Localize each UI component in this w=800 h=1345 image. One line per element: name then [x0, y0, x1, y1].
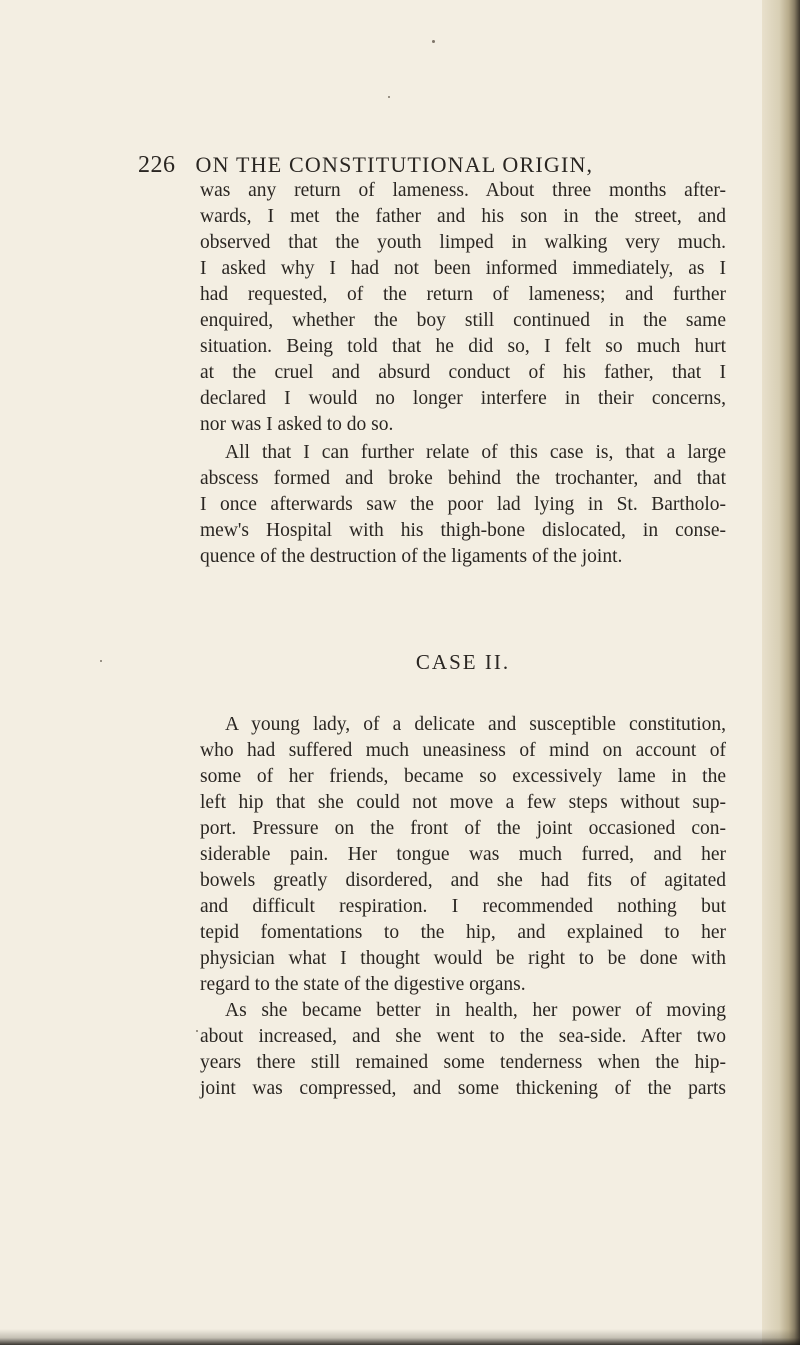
text-line: physician what I thought would be right to be done with [200, 948, 726, 969]
text-line: tepid fomentations to the hip, and explained to her [200, 922, 726, 943]
text-line: mew's Hospital with his thigh-bone dislocated, in conse- [200, 520, 726, 541]
text-line: I asked why I had not been informed immediately, as I [200, 258, 726, 279]
text-line: years there still remained some tenderness when the hip- [200, 1052, 726, 1073]
text-line: some of her friends, became so excessively lame in the [200, 766, 726, 787]
text-line: port. Pressure on the front of the joint occasioned con- [200, 818, 726, 839]
text-line: regard to the state of the digestive organs. [200, 974, 526, 995]
running-head-title: ON THE CONSTITUTIONAL ORIGIN, [195, 152, 594, 177]
text-line: nor was I asked to do so. [200, 414, 394, 435]
text-line: and difficult respiration. I recommended nothing but [200, 896, 726, 917]
paper-speck [196, 1030, 198, 1032]
text-line: situation. Being told that he did so, I felt so much hurt [200, 336, 726, 357]
text-line: had requested, of the return of lameness; and further [200, 284, 726, 305]
text-line: observed that the youth limped in walking very much. [200, 232, 726, 253]
text-line: at the cruel and absurd conduct of his father, that I [200, 362, 726, 383]
text-line: As she became better in health, her power of moving [225, 1000, 726, 1021]
text-line: enquired, whether the boy still continued in the same [200, 310, 726, 331]
text-line: siderable pain. Her tongue was much furred, and her [200, 844, 726, 865]
case-heading: CASE II. [415, 650, 511, 674]
text-line: bowels greatly disordered, and she had fits of agitated [200, 870, 726, 891]
page-number: 226 [138, 152, 176, 178]
text-line: I once afterwards saw the poor lad lying in St. Bartholo- [200, 494, 726, 515]
text-line: who had suffered much uneasiness of mind on account of [200, 740, 726, 761]
page-bottom-edge [0, 1329, 800, 1345]
text-line: wards, I met the father and his son in the street, and [200, 206, 726, 227]
paper-speck [432, 40, 435, 43]
text-line: joint was compressed, and some thickening of the parts [200, 1078, 726, 1099]
text-line: A young lady, of a delicate and susceptible constitution, [225, 714, 726, 735]
paper-speck [100, 660, 102, 662]
text-line: about increased, and she went to the sea-side. After two [200, 1026, 726, 1047]
text-line: was any return of lameness. About three months after- [200, 180, 726, 201]
page-gutter-shadow [762, 0, 800, 1345]
text-line: quence of the destruction of the ligaments of the joint. [200, 546, 623, 567]
text-line: declared I would no longer interfere in their concerns, [200, 388, 726, 409]
text-line: left hip that she could not move a few steps without sup- [200, 792, 726, 813]
text-line: abscess formed and broke behind the trochanter, and that [200, 468, 726, 489]
paper-speck [388, 96, 390, 98]
text-line: All that I can further relate of this case is, that a large [225, 442, 726, 463]
